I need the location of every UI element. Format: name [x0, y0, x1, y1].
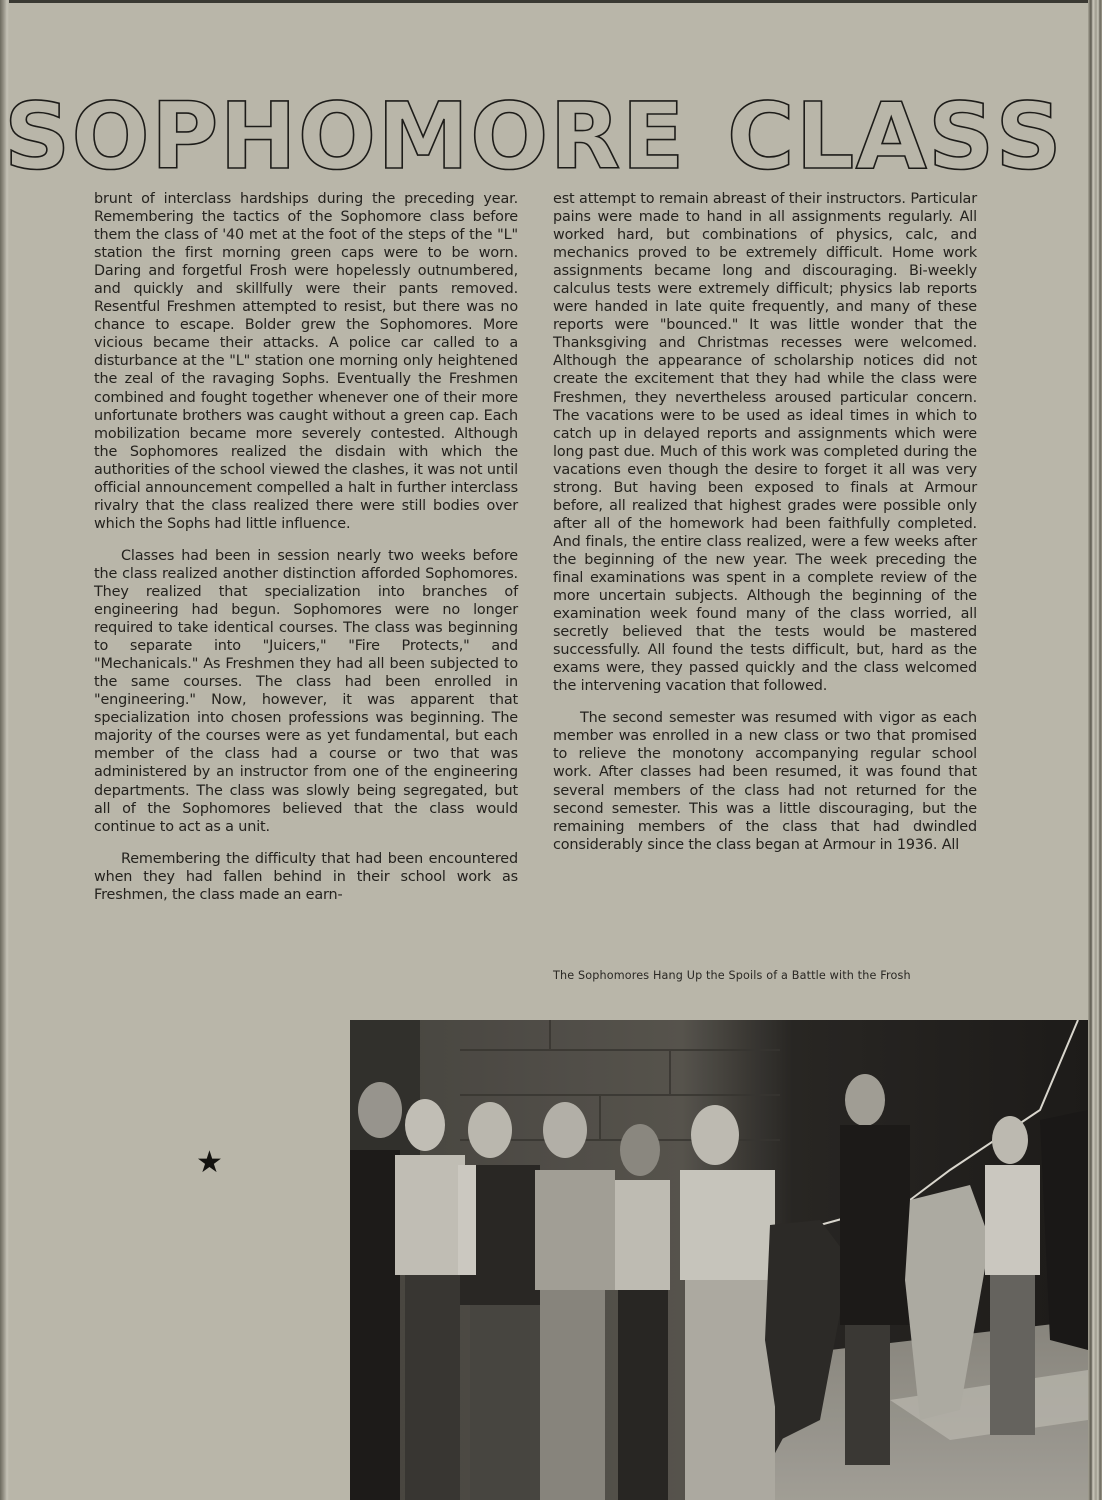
- photo-caption: The Sophomores Hang Up the Spoils of a Battle with the Frosh: [553, 969, 911, 982]
- paragraph: Remembering the difficulty that had been encountered when they had fallen behind in their school work as Freshmen, the class made an earn-: [94, 850, 518, 903]
- title-letter: L: [795, 83, 855, 190]
- paragraph: The second semester was resumed with vigor as each member was enrolled in a new class or two that promised to relieve the monotony accompanying regular school work. After classes had been resumed, it was found that several members of the class had not returned for the second semester. This was a little discouraging, but the remaining members of the class that had dwindled considerably since the class began at Armour in 1936. All: [553, 710, 977, 853]
- paragraph: brunt of interclass hardships during the preceding year. Remembering the tactics of the Sophomore class before them the class of '40 met at the foot of the steps of the "L" station the first morning green caps were to be worn. Daring and forgetful Frosh were hopelessly outnumbered, and quickly and skillfully were their pants removed. Resentful Freshmen attempted to resist, but there was no chance to escape. Bolder grew the Sophomores. More vicious became their attacks. A police car called to a disturbance at the "L" station one morning only heightened the zeal of the ravaging Sophs. Eventually the Freshmen combined and fought together whenever one of their more unfortunate brothers was caught without a green cap. Each mobilization became more severely contested. Although the Sophomores realized the disdain with which the authorities of the school viewed the clashes, it was not until official announcement compelled a halt in further interclass rivalry that the class realized there were still bodies over which the Sophs had little influence.: [94, 191, 518, 532]
- paragraph: Classes had been in session nearly two weeks before the class realized another distinction afforded Sophomores. They realized that specialization into branches of engineering had begun. Sophomores were no longer required to take identical courses. The class was beginning to separate into "Juicers," "Fire Protects," and "Mechanicals." As Freshmen they had all been subjected to the same courses. The class had been enrolled in "engineering." Now, however, it was apparent that specialization into chosen professions was beginning. The majority of the courses were as yet fundamental, but each member of the class had a course or two that was administered by an instructor from one of the engineering departments. The class was slowly being segregated, but all of the Sophomores believed that the class would continue to act as a unit.: [94, 547, 518, 835]
- title-letter: O: [470, 83, 549, 190]
- title-letter: S: [928, 83, 995, 190]
- page-title: [0, 83, 1102, 190]
- paragraph: est attempt to remain abreast of their instructors. Particular pains were made to hand in all assignments regularly. All worked hard, but combinations of physics, calc, and mechanics proved to be extremely difficult. Home work assignments became long and discouraging. Bi-weekly calculus tests were extremely difficult; physics lab reports were handed in late quite frequently, and many of these reports were "bounced." It was little wonder that the Thanksgiving and Christmas recesses were welcomed. Although the appearance of scholarship notices did not create the excitement that they had while the class were Freshmen, they nevertheless aroused particular concern. The vacations were to be used as ideal times in which to catch up in delayed reports and assignments which were long past due. Much of this work was completed during the vacations even though the desire to forget it all was very strong. But having been exposed to finals at Armour before, all realized that highest grades were possible only after all of the homework had been faithfully completed. And finals, the entire class realized, were a few weeks after the beginning of the new year. The week preceding the final examinations was spent in a complete review of the more uncertain subjects. Although the beginning of the examination week found many of the class worried, all secretly believed that the tests would be mastered successfully. All found the tests difficult, but, hard as the exams were, they passed quickly and the class welcomed the intervening vacation that followed.: [553, 191, 977, 695]
- title-letter: O: [297, 83, 377, 190]
- photo-illustration: [350, 1020, 1088, 1500]
- star-icon: ★: [196, 1145, 223, 1180]
- page-edge-top: [0, 0, 1102, 3]
- title-letter: H: [219, 83, 297, 190]
- title-letter: O: [71, 83, 150, 190]
- title-letter: C: [726, 83, 795, 190]
- title-letter: A: [855, 83, 927, 190]
- title-letter: M: [377, 83, 469, 190]
- left-text-column: [94, 190, 518, 918]
- photograph: [350, 1020, 1088, 1500]
- page-edge-right: [1088, 0, 1102, 1500]
- title-letter: E: [621, 83, 685, 190]
- title-letter: S: [995, 83, 1062, 190]
- page-binding-edge-left: [0, 0, 9, 1500]
- title-letter: R: [549, 83, 621, 190]
- right-text-column: [553, 190, 977, 868]
- title-letter: S: [4, 83, 71, 190]
- title-letter: P: [150, 83, 219, 190]
